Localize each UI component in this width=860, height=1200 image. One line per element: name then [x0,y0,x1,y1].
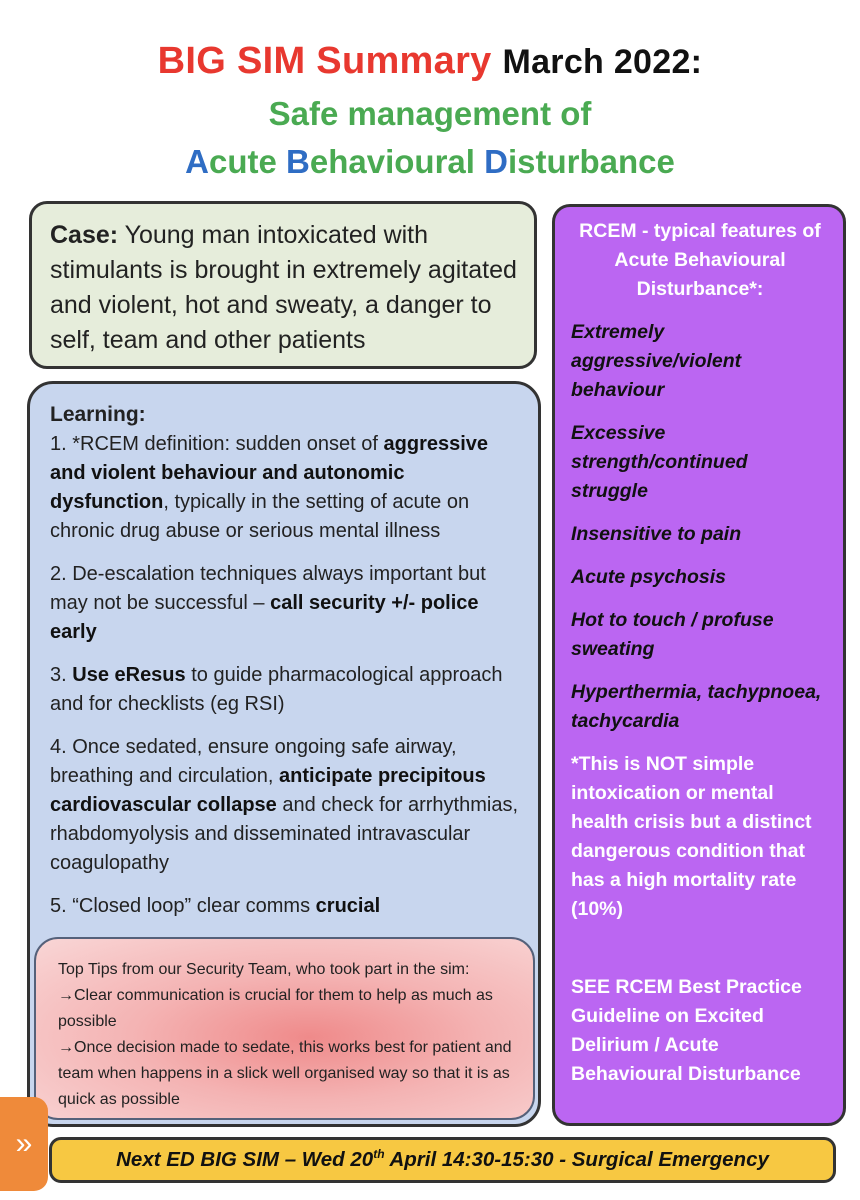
subtitle-line-2 [0,143,860,181]
feature-item: Hyperthermia, tachypnoea, tachycardia [571,681,822,732]
lp3-text-b: to guide pharmacological approach and for checklists (eg RSI) [50,664,503,715]
rcem-guideline-reference: SEE RCEM Best Practice Guideline on Excited Delirium / Acute Behavioural Disturbance [571,976,802,1085]
lp5-text: 5. “Closed loop” clear comms [50,895,316,917]
expand-arrow-icon[interactable]: » [0,1097,48,1191]
title-initial-a: A [185,143,209,180]
title-word-disturbance: isturbance [507,143,675,180]
title-initial-d: D [484,143,508,180]
page-title [0,40,860,83]
feature-item: Acute psychosis [571,566,726,588]
lp1-text-b: , typically in the setting of acute on chronic drug abuse or serious mental illness [50,491,470,542]
learning-title: Learning: [50,403,146,426]
lp4-text-a: 4. Once sedated, ensure ongoing safe airway, breathing and circulation, [50,736,457,787]
footer-text-a: Next ED BIG SIM – Wed 20 [116,1148,374,1171]
case-label: Case: [50,221,119,249]
lp5-bold: crucial [315,895,381,917]
lp4-bold: anticipate precipitous cardiovascular collapse [50,765,486,816]
footer-text-b: April 14:30-15:30 - Surgical Emergency [384,1148,769,1171]
tip-1: →Clear communication is crucial for them to help as much as possible [58,987,493,1030]
rcem-note: *This is NOT simple intoxication or mental health crisis but a distinct dangerous condition that has a high mortality rate (10%) [571,753,812,920]
title-big-sim: BIG SIM Summary [157,40,492,82]
lp1-bold: aggressive and violent behaviour and autonomic dysfunction [50,433,489,513]
feature-item: Extremely aggressive/violent behaviour [571,321,742,401]
rcem-features-panel [552,204,846,1126]
feature-item: Hot to touch / profuse sweating [571,609,774,660]
lp2-text: 2. De-escalation techniques always important but may not be successful – [50,563,486,614]
feature-item: Excessive strength/continued struggle [571,422,748,502]
lp2-bold: call security +/- police early [50,592,479,643]
tips-intro: Top Tips from our Security Team, who took part in the sim: [58,961,470,978]
lp4-text-b: and check for arrhythmias, rhabdomyolysis and disseminated intravascular coagulopathy [50,794,519,874]
lp3-bold: Use eResus [72,664,186,686]
title-initial-b: B [286,143,310,180]
feature-item: Insensitive to pain [571,523,742,545]
case-box [29,201,537,369]
subtitle-line-1: Safe management of [268,95,592,132]
footer-sup: th [373,1147,385,1162]
title-word-behavioural: ehavioural [309,143,485,180]
top-tips-box [34,937,535,1120]
title-word-acute: cute [209,143,287,180]
rcem-heading: RCEM - typical features of Acute Behavioural Disturbance*: [579,220,821,300]
learning-point-3 [50,661,528,719]
learning-point-2 [50,560,528,647]
lp3-text-a: 3. [50,664,73,686]
title-date: March 2022: [502,43,703,81]
learning-point-5 [50,892,528,921]
tip-2: →Once decision made to sedate, this works best for patient and team when happens in a slick well organised way so that it is as quick as possible [58,1039,512,1108]
learning-point-1 [50,430,528,546]
learning-point-4 [50,733,528,878]
next-sim-banner [49,1137,836,1183]
lp1-text-a: 1. *RCEM definition: sudden onset of [50,433,384,455]
case-text: Young man intoxicated with stimulants is brought in extremely agitated and violent, hot and sweaty, a danger to self, team and other patients [50,221,517,354]
